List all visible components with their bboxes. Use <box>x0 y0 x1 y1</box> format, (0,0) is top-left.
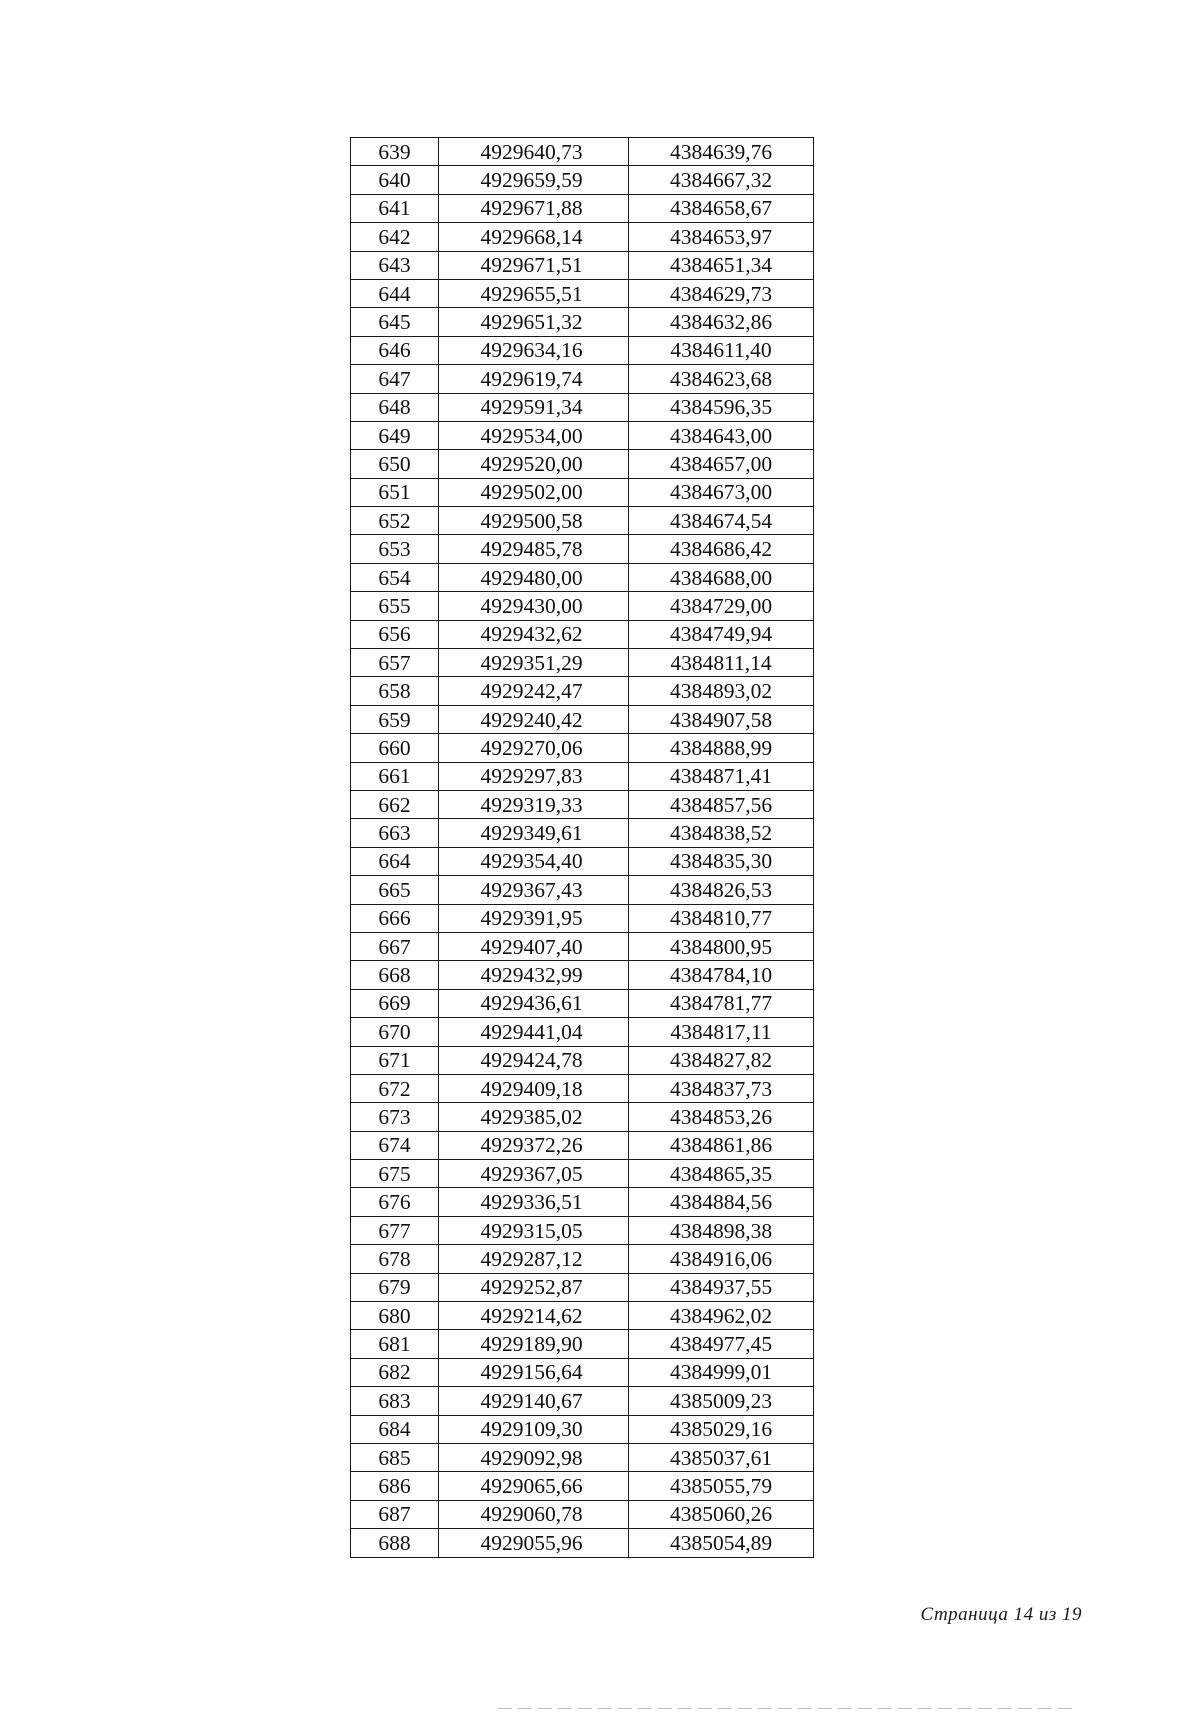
x-coordinate-cell: 4929092,98 <box>439 1443 629 1471</box>
point-number-cell: 663 <box>351 819 439 847</box>
point-number-cell: 664 <box>351 847 439 875</box>
x-coordinate-cell: 4929634,16 <box>439 336 629 364</box>
table-row <box>351 1245 814 1273</box>
coordinates-table-body <box>351 138 814 1558</box>
y-coordinate-cell: 4384857,56 <box>629 790 814 818</box>
y-coordinate-cell: 4384837,73 <box>629 1074 814 1102</box>
x-coordinate-cell: 4929055,96 <box>439 1529 629 1557</box>
table-row <box>351 1500 814 1528</box>
point-number-cell: 666 <box>351 904 439 932</box>
point-number-cell: 680 <box>351 1302 439 1330</box>
point-number-cell: 668 <box>351 961 439 989</box>
point-number-cell: 642 <box>351 223 439 251</box>
point-number-cell: 652 <box>351 507 439 535</box>
x-coordinate-cell: 4929432,99 <box>439 961 629 989</box>
y-coordinate-cell: 4384999,01 <box>629 1358 814 1386</box>
point-number-cell: 647 <box>351 365 439 393</box>
point-number-cell: 655 <box>351 592 439 620</box>
table-row <box>351 762 814 790</box>
y-coordinate-cell: 4384907,58 <box>629 705 814 733</box>
point-number-cell: 681 <box>351 1330 439 1358</box>
point-number-cell: 683 <box>351 1387 439 1415</box>
table-row <box>351 1273 814 1301</box>
table-row <box>351 138 814 166</box>
x-coordinate-cell: 4929500,58 <box>439 507 629 535</box>
table-row <box>351 279 814 307</box>
table-row <box>351 932 814 960</box>
table-row <box>351 507 814 535</box>
y-coordinate-cell: 4384749,94 <box>629 620 814 648</box>
table-row <box>351 223 814 251</box>
table-row <box>351 734 814 762</box>
table-row <box>351 1131 814 1159</box>
table-row <box>351 1160 814 1188</box>
x-coordinate-cell: 4929060,78 <box>439 1500 629 1528</box>
y-coordinate-cell: 4384658,67 <box>629 194 814 222</box>
y-coordinate-cell: 4384937,55 <box>629 1273 814 1301</box>
y-coordinate-cell: 4384865,35 <box>629 1160 814 1188</box>
point-number-cell: 684 <box>351 1415 439 1443</box>
y-coordinate-cell: 4384784,10 <box>629 961 814 989</box>
x-coordinate-cell: 4929485,78 <box>439 535 629 563</box>
y-coordinate-cell: 4384826,53 <box>629 876 814 904</box>
table-row <box>351 876 814 904</box>
point-number-cell: 650 <box>351 450 439 478</box>
y-coordinate-cell: 4384629,73 <box>629 279 814 307</box>
x-coordinate-cell: 4929242,47 <box>439 677 629 705</box>
point-number-cell: 673 <box>351 1103 439 1131</box>
table-row <box>351 1415 814 1443</box>
y-coordinate-cell: 4384800,95 <box>629 932 814 960</box>
table-row <box>351 1188 814 1216</box>
table-row <box>351 705 814 733</box>
table-row <box>351 251 814 279</box>
x-coordinate-cell: 4929619,74 <box>439 365 629 393</box>
point-number-cell: 665 <box>351 876 439 904</box>
x-coordinate-cell: 4929407,40 <box>439 932 629 960</box>
table-row <box>351 478 814 506</box>
point-number-cell: 672 <box>351 1074 439 1102</box>
x-coordinate-cell: 4929480,00 <box>439 563 629 591</box>
point-number-cell: 654 <box>351 563 439 591</box>
point-number-cell: 656 <box>351 620 439 648</box>
table-row <box>351 790 814 818</box>
point-number-cell: 649 <box>351 421 439 449</box>
point-number-cell: 641 <box>351 194 439 222</box>
y-coordinate-cell: 4384632,86 <box>629 308 814 336</box>
y-coordinate-cell: 4384729,00 <box>629 592 814 620</box>
table-row <box>351 1472 814 1500</box>
point-number-cell: 675 <box>351 1160 439 1188</box>
x-coordinate-cell: 4929349,61 <box>439 819 629 847</box>
point-number-cell: 686 <box>351 1472 439 1500</box>
table-row <box>351 1103 814 1131</box>
table-row <box>351 592 814 620</box>
y-coordinate-cell: 4384916,06 <box>629 1245 814 1273</box>
point-number-cell: 648 <box>351 393 439 421</box>
y-coordinate-cell: 4385009,23 <box>629 1387 814 1415</box>
point-number-cell: 682 <box>351 1358 439 1386</box>
y-coordinate-cell: 4384817,11 <box>629 1018 814 1046</box>
x-coordinate-cell: 4929534,00 <box>439 421 629 449</box>
x-coordinate-cell: 4929065,66 <box>439 1472 629 1500</box>
y-coordinate-cell: 4384827,82 <box>629 1046 814 1074</box>
x-coordinate-cell: 4929671,51 <box>439 251 629 279</box>
table-row <box>351 904 814 932</box>
y-coordinate-cell: 4384853,26 <box>629 1103 814 1131</box>
table-row <box>351 677 814 705</box>
point-number-cell: 685 <box>351 1443 439 1471</box>
table-row <box>351 450 814 478</box>
table-row <box>351 194 814 222</box>
x-coordinate-cell: 4929367,43 <box>439 876 629 904</box>
x-coordinate-cell: 4929351,29 <box>439 649 629 677</box>
y-coordinate-cell: 4385060,26 <box>629 1500 814 1528</box>
y-coordinate-cell: 4384893,02 <box>629 677 814 705</box>
table-row <box>351 989 814 1017</box>
point-number-cell: 670 <box>351 1018 439 1046</box>
table-row <box>351 649 814 677</box>
point-number-cell: 660 <box>351 734 439 762</box>
x-coordinate-cell: 4929591,34 <box>439 393 629 421</box>
point-number-cell: 645 <box>351 308 439 336</box>
table-row <box>351 1074 814 1102</box>
table-row <box>351 1330 814 1358</box>
point-number-cell: 687 <box>351 1500 439 1528</box>
table-row <box>351 847 814 875</box>
table-row <box>351 421 814 449</box>
y-coordinate-cell: 4385037,61 <box>629 1443 814 1471</box>
x-coordinate-cell: 4929520,00 <box>439 450 629 478</box>
point-number-cell: 643 <box>351 251 439 279</box>
x-coordinate-cell: 4929140,67 <box>439 1387 629 1415</box>
table-row <box>351 1529 814 1557</box>
point-number-cell: 640 <box>351 166 439 194</box>
x-coordinate-cell: 4929109,30 <box>439 1415 629 1443</box>
y-coordinate-cell: 4384861,86 <box>629 1131 814 1159</box>
y-coordinate-cell: 4385029,16 <box>629 1415 814 1443</box>
x-coordinate-cell: 4929436,61 <box>439 989 629 1017</box>
point-number-cell: 657 <box>351 649 439 677</box>
x-coordinate-cell: 4929319,33 <box>439 790 629 818</box>
table-row <box>351 563 814 591</box>
x-coordinate-cell: 4929424,78 <box>439 1046 629 1074</box>
x-coordinate-cell: 4929270,06 <box>439 734 629 762</box>
x-coordinate-cell: 4929668,14 <box>439 223 629 251</box>
point-number-cell: 659 <box>351 705 439 733</box>
x-coordinate-cell: 4929659,59 <box>439 166 629 194</box>
table-row <box>351 535 814 563</box>
table-row <box>351 819 814 847</box>
scan-edge-artifact <box>498 1708 1078 1709</box>
point-number-cell: 639 <box>351 138 439 166</box>
table-row <box>351 1018 814 1046</box>
point-number-cell: 679 <box>351 1273 439 1301</box>
y-coordinate-cell: 4384643,00 <box>629 421 814 449</box>
table-row <box>351 336 814 364</box>
table-row <box>351 1216 814 1244</box>
point-number-cell: 678 <box>351 1245 439 1273</box>
x-coordinate-cell: 4929385,02 <box>439 1103 629 1131</box>
point-number-cell: 669 <box>351 989 439 1017</box>
point-number-cell: 658 <box>351 677 439 705</box>
point-number-cell: 653 <box>351 535 439 563</box>
y-coordinate-cell: 4384686,42 <box>629 535 814 563</box>
coordinates-table <box>350 137 814 1558</box>
x-coordinate-cell: 4929336,51 <box>439 1188 629 1216</box>
table-row <box>351 961 814 989</box>
y-coordinate-cell: 4384673,00 <box>629 478 814 506</box>
point-number-cell: 671 <box>351 1046 439 1074</box>
x-coordinate-cell: 4929655,51 <box>439 279 629 307</box>
x-coordinate-cell: 4929367,05 <box>439 1160 629 1188</box>
y-coordinate-cell: 4384977,45 <box>629 1330 814 1358</box>
y-coordinate-cell: 4384657,00 <box>629 450 814 478</box>
y-coordinate-cell: 4384651,34 <box>629 251 814 279</box>
x-coordinate-cell: 4929240,42 <box>439 705 629 733</box>
y-coordinate-cell: 4384835,30 <box>629 847 814 875</box>
y-coordinate-cell: 4384611,40 <box>629 336 814 364</box>
y-coordinate-cell: 4384623,68 <box>629 365 814 393</box>
x-coordinate-cell: 4929409,18 <box>439 1074 629 1102</box>
y-coordinate-cell: 4385054,89 <box>629 1529 814 1557</box>
table-row <box>351 620 814 648</box>
y-coordinate-cell: 4384884,56 <box>629 1188 814 1216</box>
x-coordinate-cell: 4929297,83 <box>439 762 629 790</box>
table-row <box>351 166 814 194</box>
x-coordinate-cell: 4929651,32 <box>439 308 629 336</box>
y-coordinate-cell: 4384810,77 <box>629 904 814 932</box>
y-coordinate-cell: 4384688,00 <box>629 563 814 591</box>
y-coordinate-cell: 4384781,77 <box>629 989 814 1017</box>
table-row <box>351 1358 814 1386</box>
table-row <box>351 365 814 393</box>
table-row <box>351 308 814 336</box>
x-coordinate-cell: 4929432,62 <box>439 620 629 648</box>
y-coordinate-cell: 4384898,38 <box>629 1216 814 1244</box>
y-coordinate-cell: 4384667,32 <box>629 166 814 194</box>
x-coordinate-cell: 4929287,12 <box>439 1245 629 1273</box>
x-coordinate-cell: 4929640,73 <box>439 138 629 166</box>
y-coordinate-cell: 4384653,97 <box>629 223 814 251</box>
x-coordinate-cell: 4929391,95 <box>439 904 629 932</box>
point-number-cell: 646 <box>351 336 439 364</box>
point-number-cell: 661 <box>351 762 439 790</box>
table-row <box>351 1046 814 1074</box>
y-coordinate-cell: 4384962,02 <box>629 1302 814 1330</box>
y-coordinate-cell: 4384811,14 <box>629 649 814 677</box>
point-number-cell: 662 <box>351 790 439 818</box>
y-coordinate-cell: 4384639,76 <box>629 138 814 166</box>
x-coordinate-cell: 4929671,88 <box>439 194 629 222</box>
point-number-cell: 674 <box>351 1131 439 1159</box>
x-coordinate-cell: 4929315,05 <box>439 1216 629 1244</box>
x-coordinate-cell: 4929252,87 <box>439 1273 629 1301</box>
point-number-cell: 688 <box>351 1529 439 1557</box>
y-coordinate-cell: 4384596,35 <box>629 393 814 421</box>
x-coordinate-cell: 4929354,40 <box>439 847 629 875</box>
table-row <box>351 1443 814 1471</box>
y-coordinate-cell: 4384674,54 <box>629 507 814 535</box>
page-number: Страница 14 из 19 <box>920 1604 1082 1625</box>
x-coordinate-cell: 4929430,00 <box>439 592 629 620</box>
point-number-cell: 667 <box>351 932 439 960</box>
y-coordinate-cell: 4384838,52 <box>629 819 814 847</box>
x-coordinate-cell: 4929502,00 <box>439 478 629 506</box>
table-row <box>351 1302 814 1330</box>
y-coordinate-cell: 4384871,41 <box>629 762 814 790</box>
table-row <box>351 1387 814 1415</box>
x-coordinate-cell: 4929156,64 <box>439 1358 629 1386</box>
point-number-cell: 651 <box>351 478 439 506</box>
x-coordinate-cell: 4929189,90 <box>439 1330 629 1358</box>
point-number-cell: 677 <box>351 1216 439 1244</box>
table-row <box>351 393 814 421</box>
point-number-cell: 644 <box>351 279 439 307</box>
y-coordinate-cell: 4385055,79 <box>629 1472 814 1500</box>
point-number-cell: 676 <box>351 1188 439 1216</box>
x-coordinate-cell: 4929372,26 <box>439 1131 629 1159</box>
x-coordinate-cell: 4929214,62 <box>439 1302 629 1330</box>
y-coordinate-cell: 4384888,99 <box>629 734 814 762</box>
x-coordinate-cell: 4929441,04 <box>439 1018 629 1046</box>
